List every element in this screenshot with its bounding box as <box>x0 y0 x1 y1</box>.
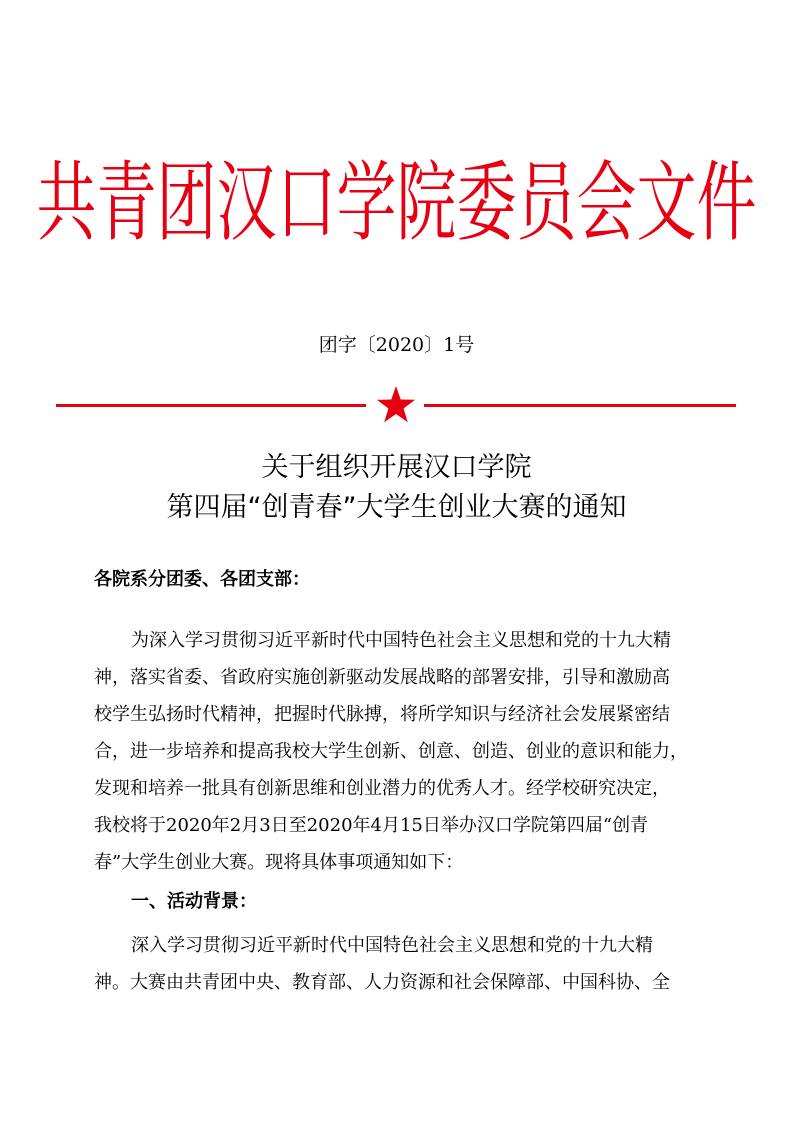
star-icon <box>376 386 416 424</box>
paragraph-line: 校学生弘扬时代精神，把握时代脉搏，将所学知识与经济社会发展紧密结 <box>94 704 670 725</box>
paragraph-line: 神，落实省委、省政府实施创新驱动发展战略的部署安排，引导和激励高 <box>94 667 670 688</box>
notice-title-line-2: 第四届“创青春”大学生创业大赛的通知 <box>166 492 627 523</box>
section-heading-background: 一、活动背景： <box>131 891 257 912</box>
paragraph-line: 我校将于2020年2月3日至2020年4月15日举办汉口学院第四届“创青 <box>94 815 649 836</box>
divider-right <box>424 404 736 407</box>
paragraph-line: 春”大学生创业大赛。现将具体事项通知如下： <box>94 852 464 873</box>
paragraph-line: 深入学习贯彻习近平新时代中国特色社会主义思想和党的十九大精 <box>131 935 653 956</box>
document-number: 团字〔2020〕1号 <box>318 334 475 356</box>
document-header-title: 共青团汉口学院委员会文件 <box>36 152 757 254</box>
notice-title-line-1: 关于组织开展汉口学院 <box>261 452 532 483</box>
paragraph-1 <box>94 622 714 881</box>
paragraph-line: 合，进一步培养和提高我校大学生创新、创意、创造、创业的意识和能力， <box>94 741 688 762</box>
paragraph-line: 发现和培养一批具有创新思维和创业潜力的优秀人才。经学校研究决定， <box>94 778 670 799</box>
paragraph-2 <box>94 927 714 1001</box>
divider-left <box>56 404 366 407</box>
paragraph-line: 为深入学习贯彻习近平新时代中国特色社会主义思想和党的十九大精 <box>131 630 671 651</box>
salutation: 各院系分团委、各团支部： <box>94 569 310 590</box>
paragraph-line: 神。大赛由共青团中央、教育部、人力资源和社会保障部、中国科协、全 <box>94 972 670 993</box>
